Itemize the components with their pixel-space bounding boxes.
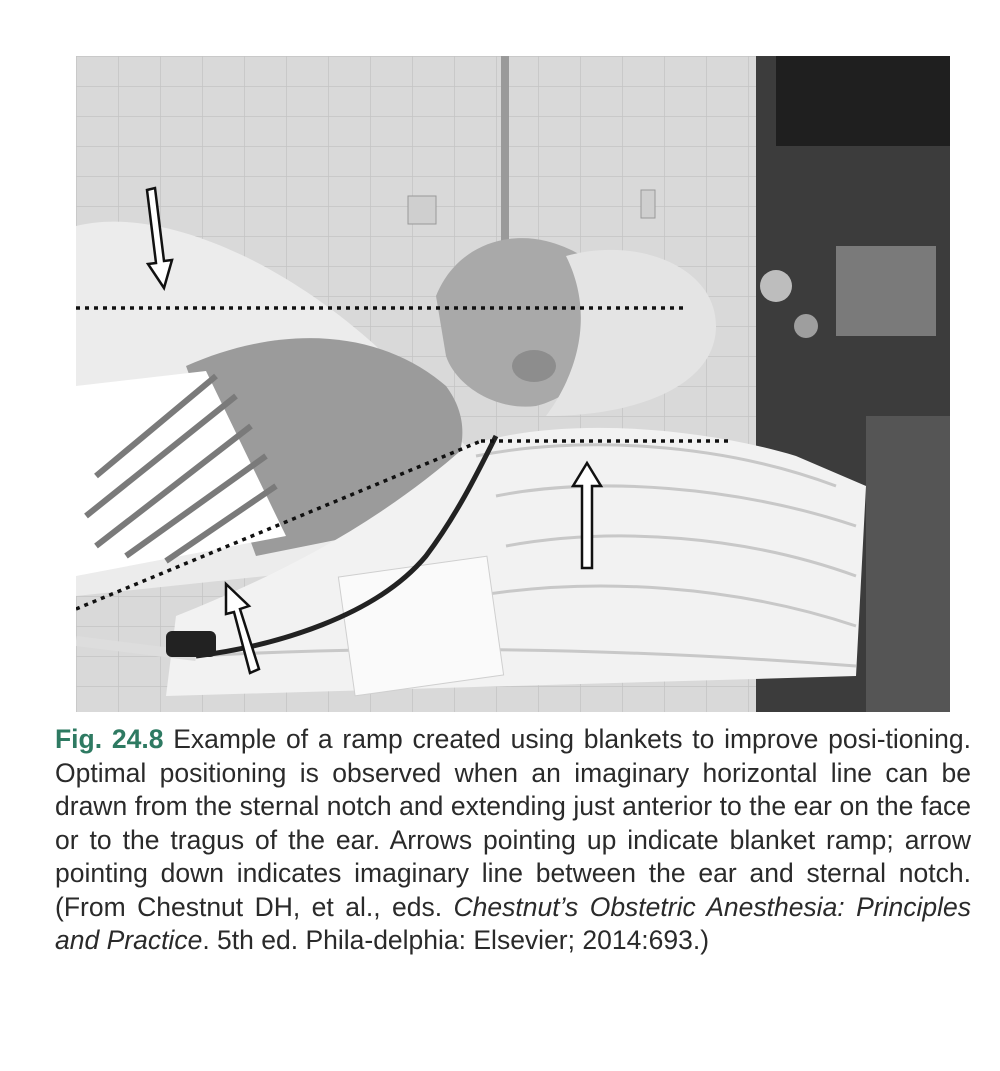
caption-citation: . 5th ed. Phila-delphia: Elsevier; 2014:693.) [202,925,710,955]
caption-text: Example of a ramp created using blankets to improve posi-tioning. Optimal positioning is observed when an imaginary horizontal line can be drawn from the sternal notch and extending just anterior to the ear on the face or to the tragus of the ear. Arrows pointing up indicate blanket ramp; arrow pointing down indicates imaginary line between the ear and sternal notch. (From Chestnut DH, et al., eds. [55,724,971,922]
figure-label: Fig. 24.8 [55,724,164,754]
figure-caption [55,723,971,958]
patient-ear [512,350,556,382]
figure-photo [76,56,950,712]
iv-pole [501,56,509,256]
caption-source-title: Chestnut’s Obstetric Anesthesia: Principles and Practice [55,891,971,955]
